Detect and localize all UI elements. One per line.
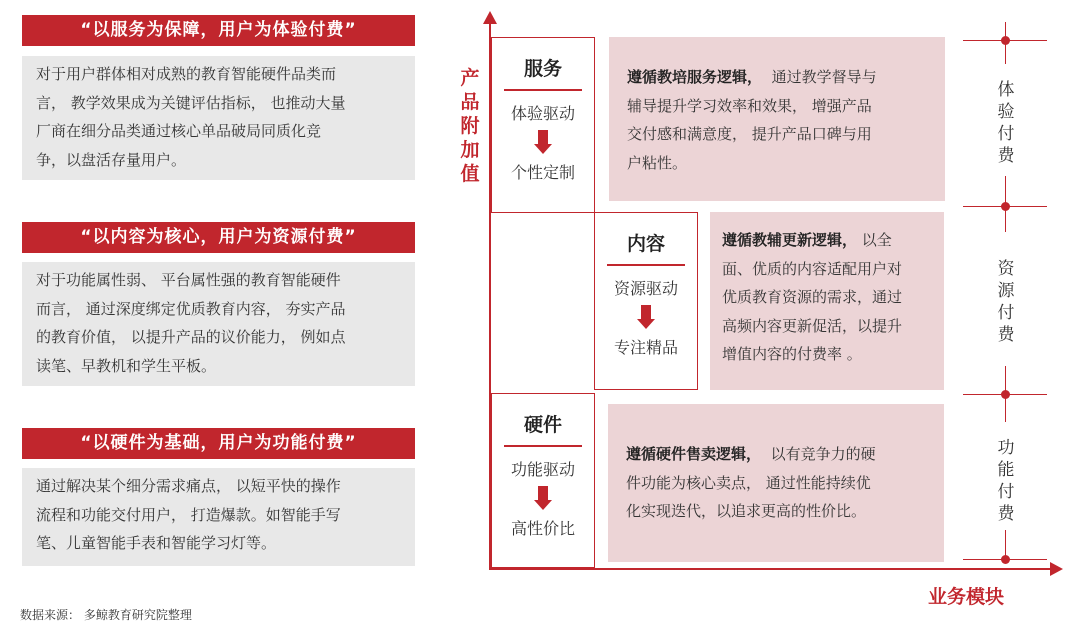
right-dot-icon <box>1001 202 1010 211</box>
right-label-char: 资 <box>997 259 1015 279</box>
panel-text-line: 对于用户群体相对成熟的教育智能硬件品类而 <box>36 65 337 83</box>
right-label-char: 能 <box>997 460 1015 480</box>
y-axis-arrow-icon <box>483 11 497 24</box>
arrow-down-head-icon <box>637 319 655 329</box>
panel-content-body <box>22 262 415 386</box>
desc-bold: 遵循硬件售卖逻辑， <box>626 445 762 463</box>
panel-text-line: 对于功能属性弱、 平台属性强的教育智能硬件 <box>36 271 341 289</box>
panel-hardware-body <box>22 468 415 566</box>
right-label-char: 付 <box>997 482 1015 502</box>
stage-service-desc <box>609 37 945 201</box>
stage-driver: 体验驱动 <box>510 104 575 123</box>
panel-text-line: 言， 教学效果成为关键评估指标， 也推动大量 <box>36 93 346 112</box>
panel-text-line: 而言， 通过深度绑定优质教育内容， 夯实产品 <box>36 299 346 318</box>
right-dot-icon <box>1001 390 1010 399</box>
panel-content-title: “以内容为核心，用户为资源付费” <box>22 222 415 253</box>
y-axis-label-char: 附 <box>460 115 480 137</box>
x-axis-arrow-icon <box>1050 562 1063 576</box>
stage-result: 个性定制 <box>510 163 575 182</box>
panel-service-body <box>22 56 415 180</box>
y-axis-label-char: 加 <box>460 139 480 161</box>
desc-line: 件功能为核心卖点， 通过性能持续优 <box>626 473 871 492</box>
right-connector <box>1005 22 1006 64</box>
arrow-down-head-icon <box>534 144 552 154</box>
right-label-function <box>994 437 1018 525</box>
stage-hardware-desc <box>608 404 944 562</box>
stage-connector <box>594 212 595 213</box>
panel-text-line: 争，以盘活存量用户。 <box>36 150 187 169</box>
desc-line <box>627 63 927 92</box>
desc-bold: 遵循教辅更新逻辑， <box>722 231 858 249</box>
desc-line: 户粘性。 <box>627 153 688 172</box>
panel-text-line: 流程和功能交付用户， 打造爆款。如智能手写 <box>36 505 341 524</box>
y-axis-label-char: 产 <box>460 67 480 89</box>
stage-title: 硬件 <box>523 414 562 436</box>
desc-line <box>626 440 926 469</box>
panel-hardware-title: “以硬件为基础，用户为功能付费” <box>22 428 415 459</box>
right-label-experience <box>994 79 1018 167</box>
desc-line: 交付感和满意度， 提升产品口碑与用 <box>627 125 872 143</box>
desc-line: 高频内容更新促活，以提升 <box>722 316 903 335</box>
arrow-down-icon <box>538 486 548 500</box>
desc-line <box>722 226 936 255</box>
right-label-char: 功 <box>997 438 1015 458</box>
stage-result: 高性价比 <box>510 519 575 538</box>
stage-driver: 功能驱动 <box>510 460 575 479</box>
desc-line: 面、优质的内容适配用户对 <box>722 259 903 278</box>
arrow-down-head-icon <box>534 500 552 510</box>
stage-title: 服务 <box>523 58 562 80</box>
desc-text: 以全 <box>861 231 892 249</box>
desc-line: 增值内容的付费率 。 <box>722 345 862 363</box>
desc-line: 辅导提升学习效率和效果， 增强产品 <box>627 96 872 115</box>
right-dot-icon <box>1001 555 1010 564</box>
stage-content <box>594 212 698 390</box>
desc-bold: 遵循教培服务逻辑， <box>627 68 763 86</box>
stage-content-desc <box>710 212 944 390</box>
arrow-down-icon <box>641 305 651 319</box>
desc-text: 通过教学督导与 <box>771 68 877 86</box>
y-axis-label <box>457 66 483 186</box>
y-axis-label-char: 品 <box>460 91 480 113</box>
panel-service-title: “以服务为保障，用户为体验付费” <box>22 15 415 46</box>
right-label-resource <box>994 258 1018 346</box>
right-label-char: 付 <box>997 303 1015 323</box>
stage-hardware <box>491 393 595 568</box>
x-axis <box>489 568 1051 570</box>
panel-text-line: 厂商在细分品类通过核心单品破局同质化竞 <box>36 122 322 140</box>
right-label-char: 验 <box>997 102 1015 122</box>
right-label-char: 源 <box>997 281 1015 301</box>
stage-result: 专注精品 <box>613 338 678 357</box>
right-label-char: 费 <box>997 504 1015 524</box>
right-label-char: 费 <box>997 325 1015 345</box>
stage-driver: 资源驱动 <box>613 279 678 298</box>
source-note: 数据来源： 多鲸教育研究院整理 <box>20 608 192 622</box>
desc-line: 优质教育资源的需求，通过 <box>722 288 903 306</box>
right-label-char: 付 <box>997 124 1015 144</box>
y-axis-label-char: 值 <box>460 163 480 185</box>
stage-title: 内容 <box>626 233 665 255</box>
panel-text-line: 笔、儿童智能手表和智能学习灯等。 <box>36 534 277 552</box>
right-label-char: 费 <box>997 146 1015 166</box>
stage-divider <box>504 445 582 447</box>
panel-text-line: 的教育价值， 以提升产品的议价能力， 例如点 <box>36 328 346 346</box>
arrow-down-icon <box>538 130 548 144</box>
x-axis-label: 业务模块 <box>928 586 1005 608</box>
desc-line: 化实现迭代，以追求更高的性价比。 <box>626 502 867 520</box>
stage-divider <box>504 89 582 91</box>
right-label-char: 体 <box>997 80 1015 100</box>
panel-text-line: 通过解决某个细分需求痛点， 以短平快的操作 <box>36 477 341 495</box>
stage-service <box>491 37 595 213</box>
panel-text-line: 读笔、早教机和学生平板。 <box>36 356 217 375</box>
stage-divider <box>607 264 685 266</box>
desc-text: 以有竞争力的硬 <box>770 445 876 463</box>
